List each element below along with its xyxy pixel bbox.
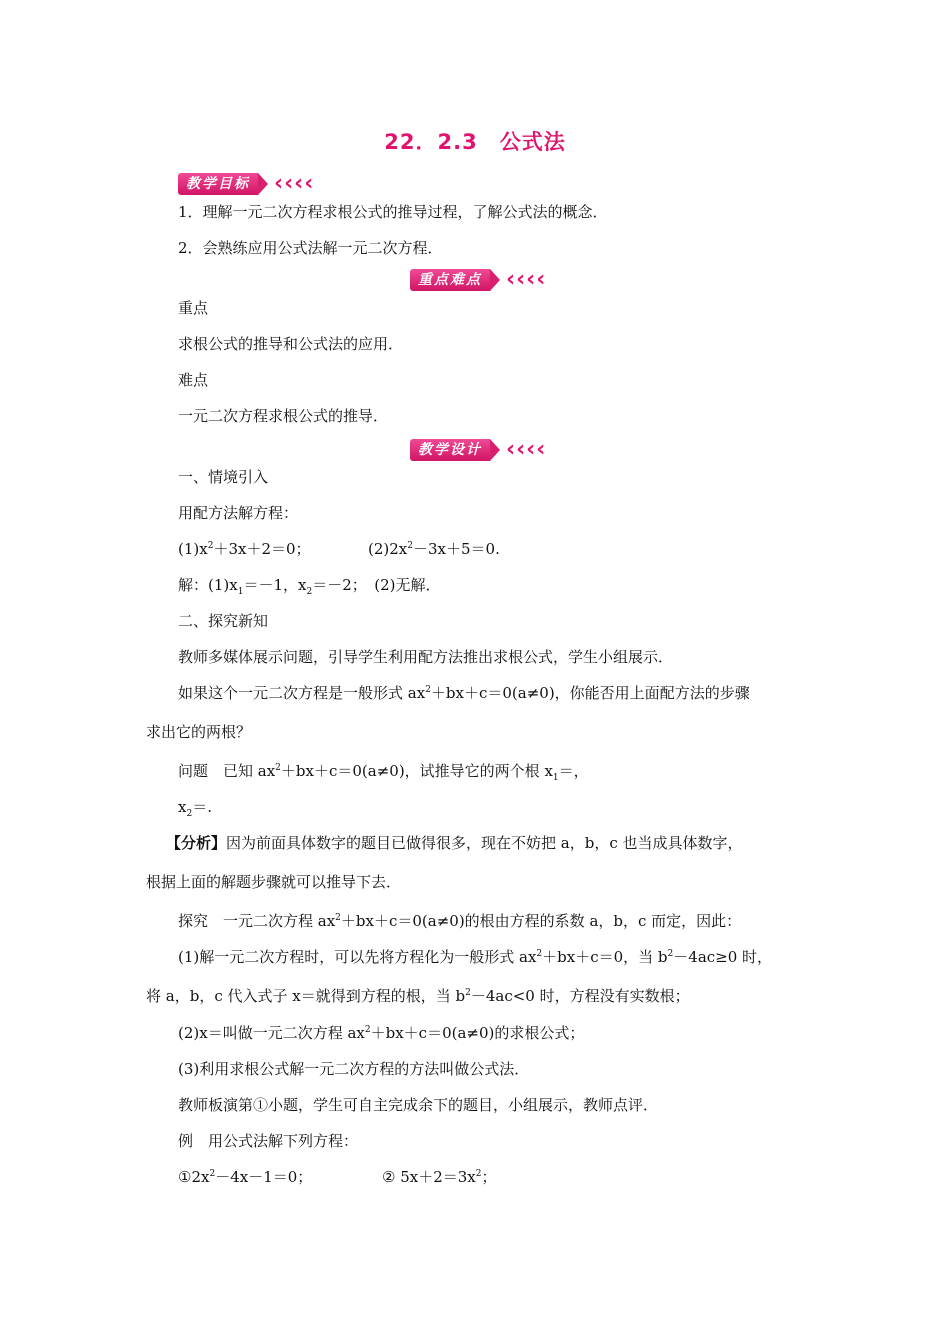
- chevrons-icon: ‹ ‹ ‹ ‹: [274, 171, 314, 196]
- example-heading: 例 用公式法解下列方程：: [178, 1132, 359, 1150]
- banner-label: 重点难点: [410, 269, 490, 291]
- paragraph: 如果这个一元二次方程是一般形式 $ax^2+bx+c=0(a\ne 0)$，你能否用上面配方法的步骤: [178, 684, 750, 702]
- analysis-paragraph: 【分析】因为前面具体数字的题目已做得很多，现在不妨把 a，b，c 也当成具体数字，: [166, 834, 743, 852]
- chevrons-icon: ‹ ‹ ‹ ‹: [506, 437, 546, 462]
- equation-line: $①2x^2-4x-1=0$；: [178, 1168, 313, 1186]
- section-banner-goals: [178, 172, 314, 196]
- difficulty-heading: 难点: [178, 371, 209, 389]
- keypoint-heading: 重点: [178, 299, 209, 317]
- solution-line: 解：$(1)x_1=-1$，$x_2=-2$； (2)无解．: [178, 576, 441, 597]
- paragraph: (2)x＝叫做一元二次方程 $ax^2+bx+c=0(a\ne 0)$的求根公式；: [178, 1024, 585, 1042]
- paragraph: 问题 已知 $ax^2+bx+c=0(a\ne 0)$，试推导它的两个根 $x_1=$，: [178, 762, 589, 783]
- paragraph: $x_2=$.: [178, 798, 212, 819]
- goal-item-1: 1．理解一元二次方程求根公式的推导过程，了解公式法的概念．: [178, 203, 608, 221]
- paragraph: 根据上面的解题步骤就可以推导下去．: [146, 873, 402, 891]
- equation-line: $(2)2x^2-3x+5=0$.: [368, 540, 500, 558]
- equation-line: ② $5x+2=3x^2$；: [382, 1168, 497, 1186]
- section-banner-design: [410, 438, 546, 462]
- equation-line: $(1)x^2+3x+2=0$；: [178, 540, 311, 558]
- difficulty-text: 一元二次方程求根公式的推导．: [178, 407, 389, 425]
- chevrons-icon: ‹ ‹ ‹ ‹: [506, 267, 546, 292]
- paragraph: (3)利用求根公式解一元二次方程的方法叫做公式法．: [178, 1060, 530, 1078]
- paragraph: 教师多媒体展示问题，引导学生利用配方法推出求根公式，学生小组展示．: [178, 648, 674, 666]
- section-heading-explore: 二、探究新知: [178, 612, 269, 630]
- banner-label: 教学目标: [178, 173, 258, 195]
- banner-label: 教学设计: [410, 439, 490, 461]
- paragraph: 探究 一元二次方程 $ax^2+bx+c=0(a\ne 0)$的根由方程的系数 a，b，c 而定，因此：: [178, 912, 742, 930]
- paragraph: 求出它的两根？: [146, 723, 252, 741]
- paragraph: 将 a，b，c 代入式子 x＝就得到方程的根，当 $b^2-4ac<0$ 时，方程没有实数根；: [146, 987, 690, 1005]
- paragraph: (1)解一元二次方程时，可以先将方程化为一般形式 $ax^2+bx+c=0$，当 $b^2-4ac\ge 0$ 时，: [178, 948, 773, 966]
- goal-item-2: 2．会熟练应用公式法解一元二次方程．: [178, 239, 443, 257]
- page-title: 22．2.3 公式法: [384, 130, 566, 154]
- section-banner-keypoints: [410, 268, 546, 292]
- paragraph: 教师板演第①小题，学生可自主完成余下的题目，小组展示，教师点评．: [178, 1096, 659, 1114]
- keypoint-text: 求根公式的推导和公式法的应用．: [178, 335, 404, 353]
- section-heading-intro: 一、情境引入: [178, 468, 269, 486]
- paragraph: 用配方法解方程：: [178, 504, 299, 522]
